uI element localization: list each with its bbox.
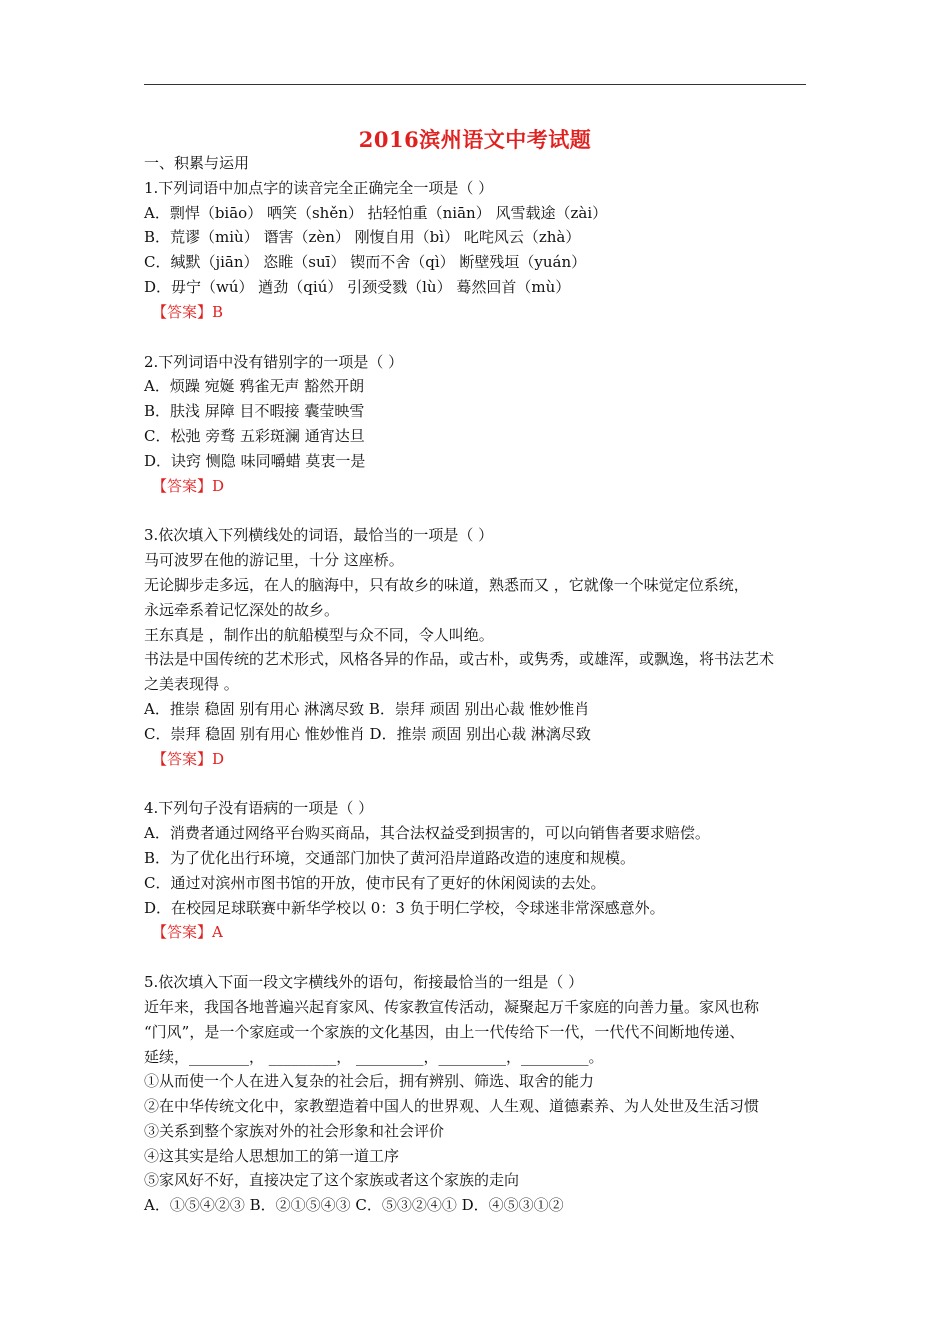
q3-stem: 3.依次填入下列横线处的词语，最恰当的一项是（ ） (144, 526, 494, 545)
q1-option-a: A．剽悍（biāo） 哂笑（shěn） 拈轻怕重（niān） 风雪载途（zài） (144, 203, 608, 222)
page-title: 2016滨州语文中考试题 (358, 127, 592, 152)
spacer (144, 325, 814, 350)
header-rule (144, 84, 806, 85)
q2-option-d: D．诀窍 恻隐 味同嚼蜡 莫衷一是 (144, 451, 366, 470)
q3-options-ab: A．推崇 稳固 别有用心 淋漓尽致 B．崇拜 顽固 别出心裁 惟妙惟肖 (144, 699, 590, 718)
section-heading: 一、积累与运用 (144, 154, 250, 172)
q2-stem: 2.下列词语中没有错别字的一项是（ ） (144, 352, 404, 371)
spacer (144, 945, 814, 970)
q1-stem: 1.下列词语中加点字的读音完全正确完全一项是（ ） (144, 178, 494, 197)
q3-line-5: 书法是中国传统的艺术形式，风格各异的作品，或古朴，或隽秀，或雄浑，或飘逸，将书法艺术 (144, 650, 775, 669)
q4-option-c: C．通过对滨州市图书馆的开放，使市民有了更好的休闲阅读的去处。 (144, 873, 606, 892)
q5-passage-2: “门风”，是一个家庭或一个家族的文化基因，由上一代传给下一代，一代代不间断地传递、 (144, 1022, 745, 1041)
q5-passage-3: 延续，________， _________， _________，_________，_________。 (144, 1047, 604, 1066)
q5-item-2: ②在中华传统文化中，家教塑造着中国人的世界观、人生观、道德素养、为人处世及生活习惯 (144, 1097, 760, 1116)
q3-line-3: 永远牵系着记忆深处的故乡。 (144, 600, 340, 619)
spacer (144, 498, 814, 523)
q4-option-d: D．在校园足球联赛中新华学校以 0：3 负于明仁学校，令球迷非常深感意外。 (144, 898, 665, 917)
q3-answer: 【答案】D (152, 749, 225, 768)
q1-option-c: C．缄默（jiān） 恣睢（suī） 锲而不舍（qì） 断壁残垣（yuán） (144, 253, 587, 272)
q5-item-1: ①从而使一个人在进入复杂的社会后，拥有辨别、筛选、取舍的能力 (144, 1072, 595, 1091)
q1-option-d: D．毋宁（wú） 遒劲（qiú） 引颈受戮（lù） 蓦然回首（mù） (144, 277, 571, 296)
q2-answer: 【答案】D (152, 476, 225, 495)
q1-option-b: B．荒谬（miù） 谮害（zèn） 刚愎自用（bì） 叱咤风云（zhà） (144, 228, 581, 247)
q5-item-4: ④这其实是给人思想加工的第一道工序 (144, 1146, 400, 1165)
q3-options-cd: C．崇拜 稳固 别有用心 惟妙惟肖 D．推崇 顽固 别出心裁 淋漓尽致 (144, 724, 591, 743)
exam-content (144, 151, 814, 1218)
spacer (144, 771, 814, 796)
q4-option-b: B．为了优化出行环境，交通部门加快了黄河沿岸道路改造的速度和规模。 (144, 848, 636, 867)
q3-line-1: 马可波罗在他的游记里，十分 这座桥。 (144, 551, 404, 570)
q4-option-a: A．消费者通过网络平台购买商品，其合法权益受到损害的，可以向销售者要求赔偿。 (144, 824, 710, 843)
q3-line-2: 无论脚步走多远，在人的脑海中，只有故乡的味道，熟悉而又 ，它就像一个味觉定位系统， (144, 575, 749, 594)
q5-options: A．①⑤④②③ B．②①⑤④③ C．⑤③②④① D．④⑤③①② (144, 1196, 564, 1215)
q2-option-b: B．肤浅 屏障 目不暇接 囊莹映雪 (144, 402, 365, 421)
q3-line-6: 之美表现得 。 (144, 675, 239, 694)
q3-line-4: 王东真是 ，制作出的航船模型与众不同，令人叫绝。 (144, 625, 494, 644)
q5-item-3: ③关系到整个家族对外的社会形象和社会评价 (144, 1121, 445, 1140)
q2-option-c: C．松弛 旁骛 五彩斑澜 通宵达旦 (144, 426, 365, 445)
q5-stem: 5.依次填入下面一段文字横线外的语句，衔接最恰当的一组是（ ） (144, 973, 584, 992)
q5-item-5: ⑤家风好不好，直接决定了这个家族或者这个家族的走向 (144, 1171, 520, 1190)
q1-answer: 【答案】B (152, 302, 224, 321)
q2-option-a: A．烦躁 宛娫 鸦雀无声 豁然开朗 (144, 377, 365, 396)
q5-passage-1: 近年来，我国各地普遍兴起育家风、传家教宣传活动，凝聚起万千家庭的向善力量。家风也称 (144, 997, 760, 1016)
q4-stem: 4.下列句子没有语病的一项是（ ） (144, 799, 374, 818)
q4-answer: 【答案】A (152, 923, 223, 942)
